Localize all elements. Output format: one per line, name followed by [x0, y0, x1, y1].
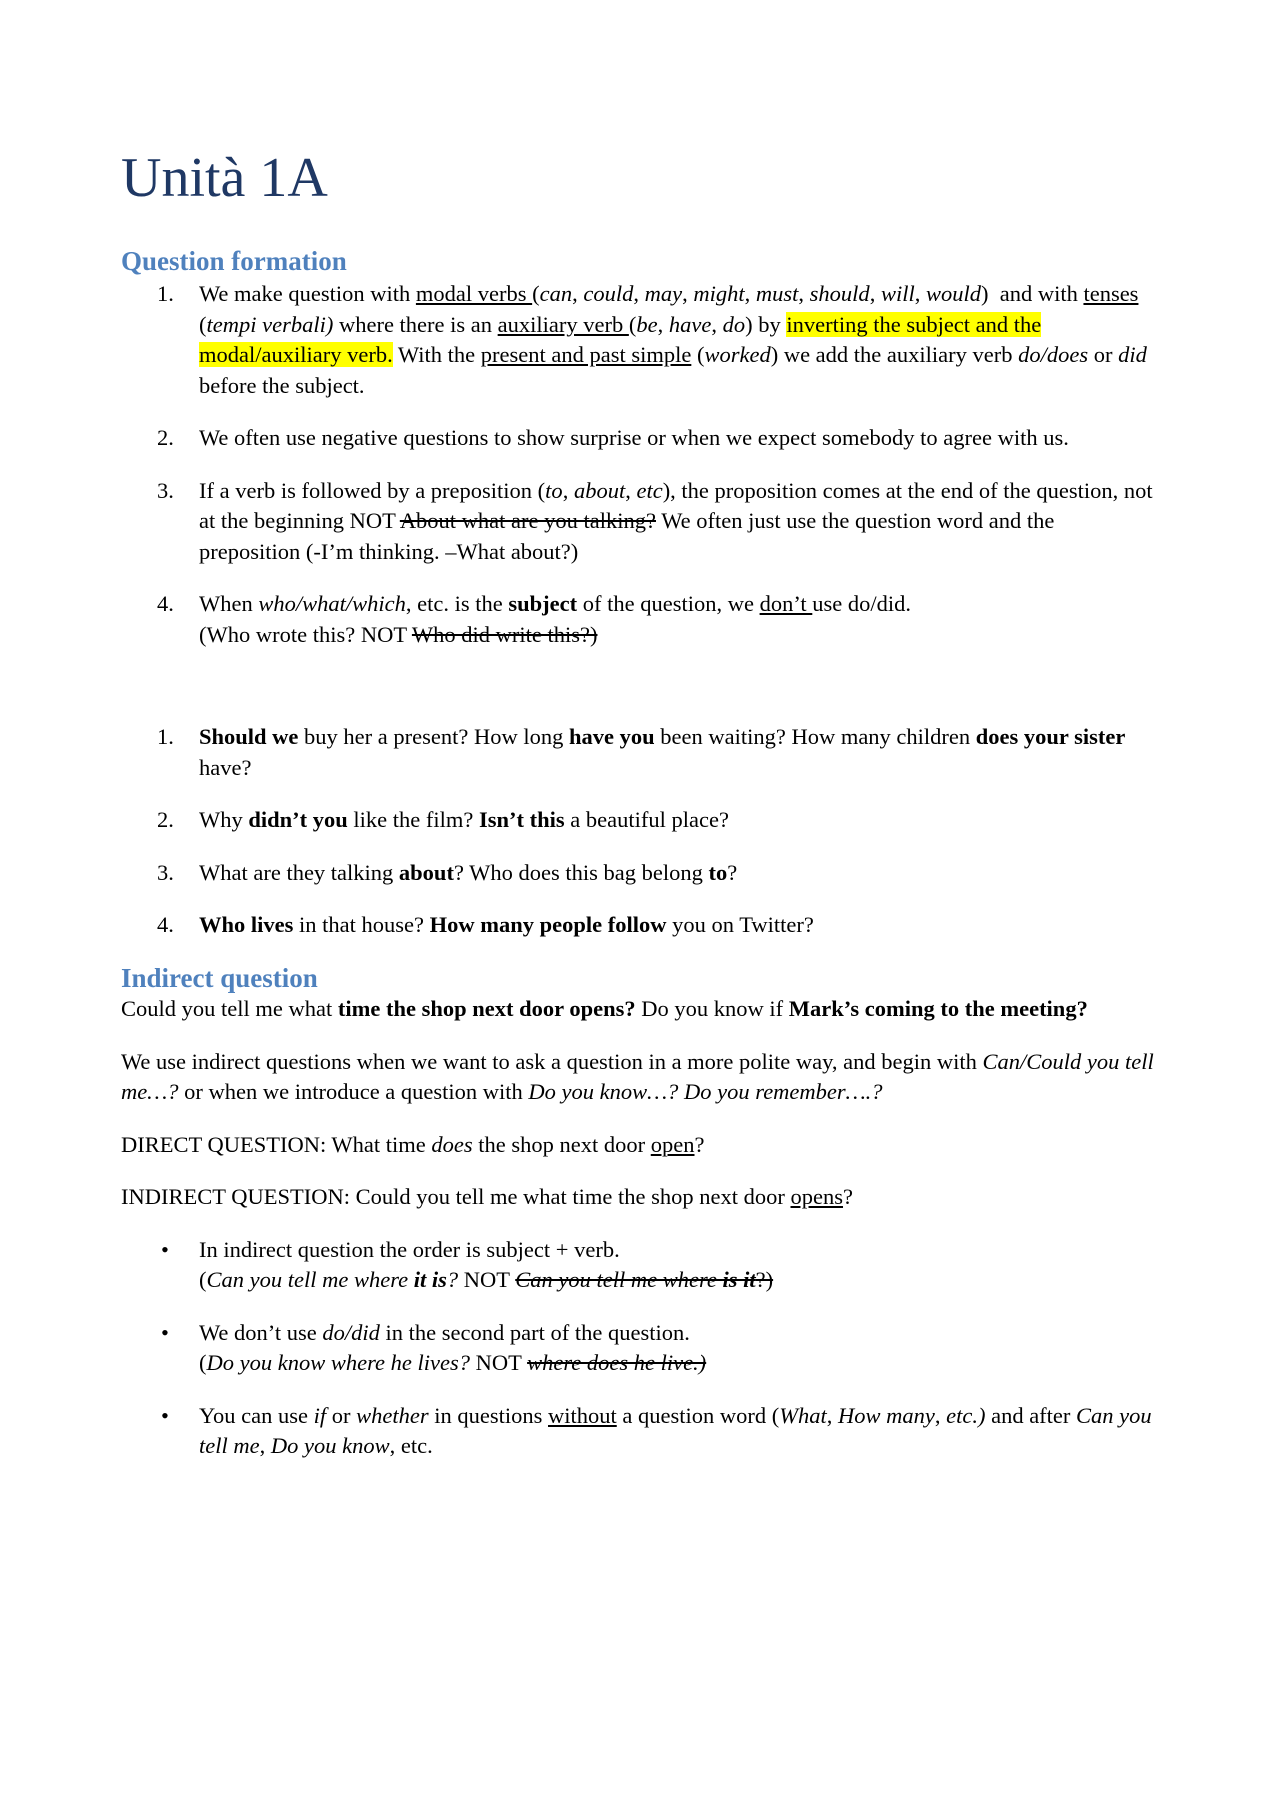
- list-number: 2.: [157, 807, 174, 832]
- rule-text: When who/what/which, etc. is the subject of the question, we don’t use do/did. (Who wrote this? NOT Who did write this?): [199, 591, 912, 647]
- list-number: 4.: [157, 591, 174, 617]
- page-title: Unità 1A: [121, 147, 328, 209]
- indirect-question: INDIRECT QUESTION: Could you tell me what time the shop next door opens?: [121, 1184, 854, 1210]
- examples-list: [121, 722, 1161, 941]
- list-item: [121, 476, 1161, 568]
- list-number: 3.: [157, 477, 174, 503]
- example-text: Why didn’t you like the film? Isn’t this a beautiful place?: [199, 807, 729, 832]
- list-number: 4.: [157, 912, 174, 937]
- section-indirect-question: [121, 962, 1161, 1484]
- intro-paragraph: Could you tell me what time the shop next door opens? Do you know if Mark’s coming to the meeting?: [121, 996, 1088, 1022]
- list-number: 1.: [157, 281, 174, 307]
- example-text: Who lives in that house? How many people follow you on Twitter?: [199, 912, 814, 937]
- list-item: [121, 423, 1161, 454]
- bullet-icon: •: [161, 1402, 169, 1428]
- list-item: [121, 589, 1161, 650]
- bullet-list: [121, 1235, 1161, 1462]
- rule-text: We often use negative questions to show surprise or when we expect somebody to agree with us.: [199, 425, 1069, 451]
- list-item: [121, 1401, 1161, 1462]
- bullet-text: We don’t use do/did in the second part of the question. (Do you know where he lives? NOT where does he live.): [199, 1319, 707, 1376]
- list-item: [121, 279, 1161, 401]
- list-item: [121, 722, 1161, 783]
- list-item: [121, 1318, 1161, 1379]
- list-item: [121, 858, 1161, 889]
- bullet-icon: •: [161, 1236, 169, 1262]
- rule-text: If a verb is followed by a preposition (to, about, etc), the proposition comes at the end of the question, not at the beginning NOT About what are you talking? We often just use the question word and the preposition (-I’m thinking. –What about?): [199, 477, 1153, 564]
- rules-list: [121, 279, 1161, 650]
- section-heading: Question formation: [121, 246, 347, 276]
- list-item: [121, 1235, 1161, 1296]
- example-text: Should we buy her a present? How long have you been waiting? How many children does your sister have?: [199, 724, 1126, 780]
- usage-paragraph: We use indirect questions when we want to ask a question in a more polite way, and begin with Can/Could you tell me…? or when we introduce a question with Do you know…? Do you remember….?: [121, 1048, 1154, 1105]
- bullet-text: In indirect question the order is subject + verb. (Can you tell me where it is? NOT Can you tell me where is it?): [199, 1236, 774, 1293]
- examples-section: [121, 722, 1161, 963]
- rule-text: We make question with modal verbs (can, could, may, might, must, should, will, would) and with tenses (tempi verbali) where there is an auxiliary verb (be, have, do) by inverting the subject and the modal/auxiliary verb. With the present and past simple (worked) we add the auxiliary verb do/does or did before the subject.: [199, 281, 1147, 398]
- bullet-text: You can use if or whether in questions without a question word (What, How many, etc.) and after Can you tell me, Do you know, etc.: [199, 1402, 1152, 1459]
- list-number: 1.: [157, 724, 174, 749]
- list-number: 2.: [157, 425, 174, 451]
- example-text: What are they talking about? Who does this bag belong to?: [199, 859, 738, 885]
- section-heading: Indirect question: [121, 963, 318, 993]
- bullet-icon: •: [161, 1319, 169, 1345]
- list-number: 3.: [157, 859, 174, 885]
- direct-question: DIRECT QUESTION: What time does the shop next door open?: [121, 1131, 705, 1157]
- list-item: [121, 910, 1161, 941]
- section-question-formation: [121, 245, 1161, 672]
- list-item: [121, 805, 1161, 836]
